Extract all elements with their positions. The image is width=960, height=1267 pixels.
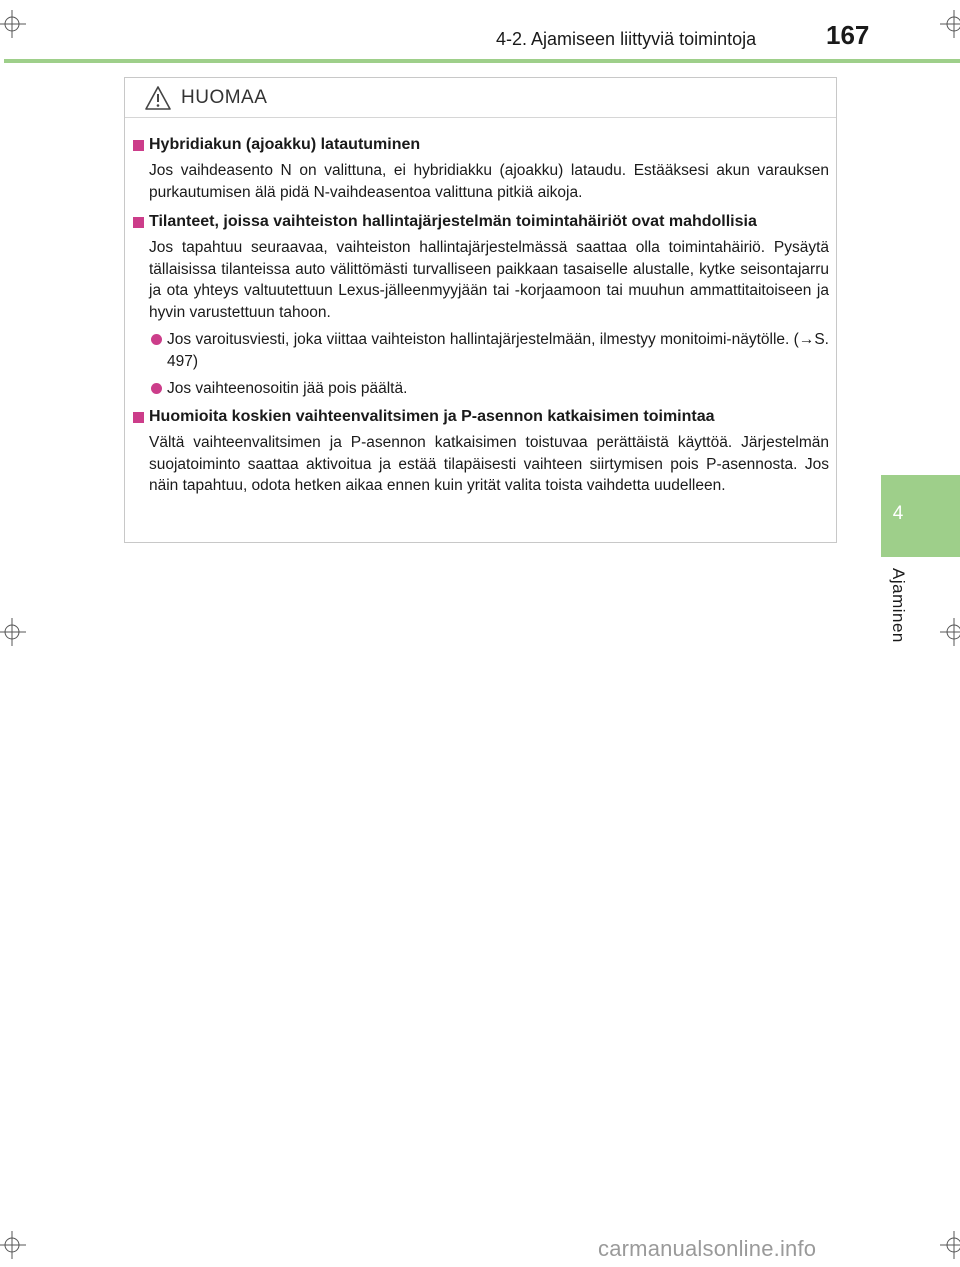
square-bullet-icon	[133, 140, 144, 151]
square-bullet-icon	[133, 217, 144, 228]
caution-header	[125, 78, 836, 118]
caution-box	[124, 77, 837, 543]
crop-mark-middle-left	[0, 618, 26, 646]
section-paragraph: Jos vaihdeasento N on valittuna, ei hybridiakku (ajoakku) lataudu. Estääksesi akun varauksen purkautumisen älä pidä N-vaihdeasentoa valittuna pitkiä aikoja.	[149, 162, 829, 201]
warning-triangle-icon	[144, 85, 172, 111]
caution-section-malfunction	[133, 211, 829, 400]
list-item-text: Jos vaihteenosoitin jää pois päältä.	[167, 380, 408, 397]
chapter-number: 4	[892, 503, 904, 524]
chapter-label: Ajaminen	[889, 568, 908, 643]
header-rule	[4, 59, 960, 63]
round-bullet-icon	[151, 334, 162, 345]
list-item-text: Jos varoitusviesti, joka viittaa vaihteiston hallintajärjestelmään, ilmestyy monitoimi-näytölle. (→S. 497)	[167, 331, 829, 370]
list-item	[133, 378, 829, 400]
section-heading-text: Huomioita koskien vaihteenvalitsimen ja P-asennon katkaisimen toimintaa	[149, 408, 715, 425]
section-paragraph: Jos tapahtuu seuraavaa, vaihteiston hallintajärjestelmässä saattaa olla toimintahäiriö. Pysäytä tällaisissa tilanteissa auto välittömästi turvalliseen paikkaan tasaiselle alustalle, kytke seisontajarru ja ota yhteys valtuutettuun Lexus-jälleenmyyjään tai -korjaamoon tai muuhun ammattitaitoiseen ja hyvin varustettuun tahoon.	[149, 239, 829, 321]
section-heading-text: Tilanteet, joissa vaihteiston hallintajärjestelmän toimintahäiriöt ovat mahdollisia	[149, 213, 757, 230]
crop-mark-bottom-right	[940, 1231, 960, 1259]
page-number: 167	[826, 20, 870, 50]
section-heading	[133, 211, 829, 233]
list-item	[133, 329, 829, 372]
section-heading	[133, 406, 829, 428]
caution-section-selector-usage	[133, 406, 829, 497]
section-heading-text: Hybridiakun (ajoakku) latautuminen	[149, 136, 421, 153]
crop-mark-bottom-left	[0, 1231, 26, 1259]
page-header	[0, 0, 960, 64]
section-paragraph: Vältä vaihteenvalitsimen ja P-asennon katkaisimen toistuvaa perättäistä käyttöä. Järjestelmän suojatoiminto saattaa aktivoitua ja estää tilapäisesti vaihteen siirtymisen pois P-asennosta. Jos näin tapahtuu, odota hetken aikaa ennen kuin yrität valita toista vaihdetta uudelleen.	[149, 434, 829, 494]
caution-section-battery-charging	[133, 134, 829, 203]
crop-mark-middle-right	[940, 618, 960, 646]
section-title: 4-2. Ajamiseen liittyviä toimintoja	[496, 29, 757, 49]
watermark: carmanualsonline.info	[598, 1236, 817, 1261]
section-heading	[133, 134, 829, 156]
caution-title: HUOMAA	[181, 87, 268, 108]
round-bullet-icon	[151, 383, 162, 394]
square-bullet-icon	[133, 412, 144, 423]
